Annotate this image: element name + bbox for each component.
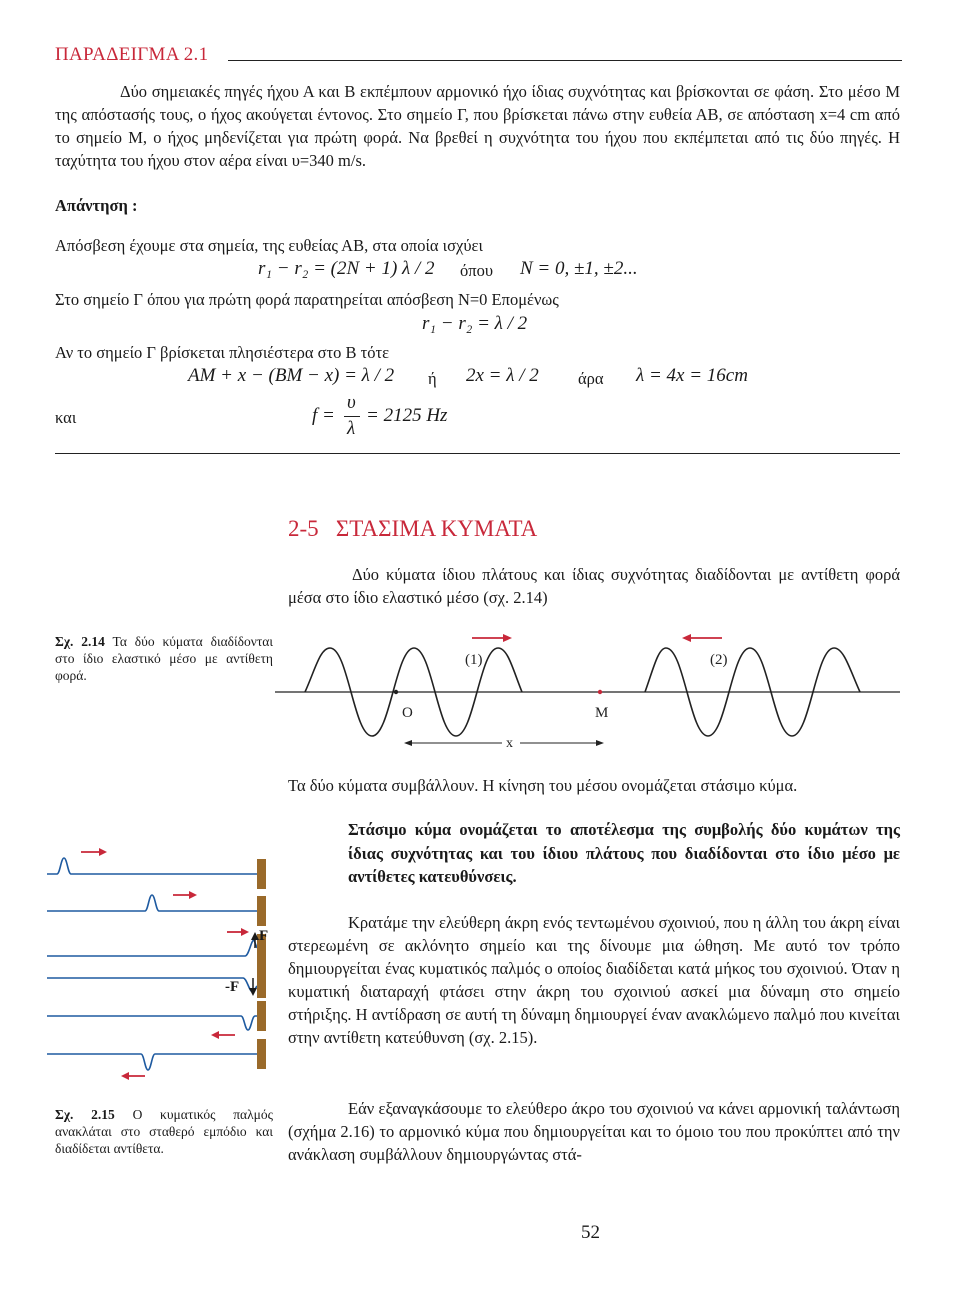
fig215-rope-3 [47, 940, 257, 956]
fig214-caption-text: Τα δύο κύματα διαδίδονται στο ίδιο ελαστικό μέσο με αντίθετη φορά. [55, 634, 274, 683]
fig215-caption [55, 1106, 273, 1157]
equation-destructive-condition: r₁ − r₂ = (2N + 1) λ / 2 [258, 258, 435, 279]
fig215-label-neg-f: -F [225, 979, 240, 995]
example-end-rule [55, 453, 900, 454]
fig215-rope-1 [47, 858, 257, 874]
equation-2x: 2x = λ / 2 [466, 365, 539, 386]
fig214-point-m [598, 690, 602, 694]
fraction-bar [344, 416, 360, 417]
answer-line-1: Απόσβεση έχουμε στα σημεία, της ευθείας ΑΒ, στα οποία ισχύει [55, 236, 483, 255]
fig214-label-m: M [595, 705, 609, 721]
fig215-wall-4 [257, 966, 266, 998]
answer-line-3: Αν το σημείο Γ βρίσκεται πλησιέστερα στο Β τότε [55, 343, 390, 362]
fig214-label-2: (2) [710, 652, 728, 668]
fig215-label-f: F [259, 928, 269, 944]
fig215-wall-6 [257, 1039, 266, 1069]
fig214-point-o [394, 690, 398, 694]
equation-wavelength: λ = 4x = 16cm [636, 365, 748, 386]
fig214-caption [55, 633, 273, 684]
harmonic-oscillation-paragraph: Εάν εξαναγκάσουμε το ελεύθερο άκρο του σχοινιού να κάνει αρμονική ταλάντωση (σχήμα 2.16) το αρμονικό κύμα που δημιουργείται και το όμοιο του που προκύπτει από την ανάκλαση συμβάλλουν δημιουργώντας στά- [288, 1099, 900, 1164]
fig215-rope-2 [47, 895, 257, 911]
fig215-rope-5 [47, 1016, 257, 1030]
fig214-label-o: O [402, 705, 413, 721]
equation-fraction-denominator: λ [347, 418, 356, 439]
answer-label: Απάντηση : [55, 196, 138, 215]
fig215-caption-number: Σχ. 2.15 [55, 1107, 115, 1122]
section-title: 2-5 ΣΤΑΣΙΜΑ ΚΥΜΑΤΑ [288, 516, 538, 541]
equation-fraction-numerator: υ [347, 392, 356, 413]
equation-frequency-result: = 2125 Hz [366, 405, 448, 426]
fig214-label-1: (1) [465, 652, 483, 668]
fig214-label-x: x [506, 736, 513, 751]
interference-statement: Τα δύο κύματα συμβάλλουν. Η κίνηση του μέσου ονομάζεται στάσιμο κύμα. [288, 776, 798, 795]
example-statement: Δύο σημειακές πηγές ήχου Α και Β εκπέμπουν αρμονικό ήχο ίδιας συχνότητας και βρίσκονται σε φάση. Στο μέσο Μ της απόστασής τους, ο ήχος ακούγεται έντονος. Στο σημείο Γ, που βρίσκεται πάνω στην ευθεία ΑΒ, σε απόσταση x=4 cm από το σημείο Μ, ο ήχος μηδενίζεται για πρώτη φορά. Να βρεθεί η συχνότητα του ήχου που εκπέμπεται από τις δύο πηγές. Η ταχύτητα του ήχου στον αέρα είναι υ=340 m/s. [55, 82, 900, 170]
equation-or-word: ή [428, 369, 437, 388]
standing-wave-definition: Στάσιμο κύμα ονομάζεται το αποτέλεσμα της συμβολής δύο κυμάτων της ίδιας συχνότητας και του ίδιου πλάτους που διαδίδονται στο ίδιο μέσο με αντίθετες κατευθύνσεις. [348, 820, 900, 886]
equation-am-bm: AM + x − (BM − x) = λ / 2 [188, 365, 395, 386]
fig215-wall-5 [257, 1001, 266, 1031]
fig215-caption-text: Ο κυματικός παλμός ανακλάται στο σταθερό εμπόδιο και διαδίδεται αντίθετα. [55, 1107, 274, 1156]
fig215-rope-6 [47, 1054, 257, 1070]
and-word: και [55, 408, 77, 427]
equation-n-values: N = 0, ±1, ±2... [520, 258, 638, 279]
example-title: ΠΑΡΑΔΕΙΓΜΑ 2.1 [55, 44, 209, 65]
equation-first-minimum: r₁ − r₂ = λ / 2 [422, 313, 528, 334]
fig214-two-waves-diagram [270, 626, 910, 756]
equation-therefore-word: άρα [578, 369, 604, 388]
fig215-wall-1 [257, 859, 266, 889]
equation-where-word: όπου [460, 261, 493, 280]
fig215-wall-2 [257, 896, 266, 926]
equation-f-label: f = [312, 405, 335, 426]
page-number: 52 [581, 1222, 600, 1243]
example-title-rule [228, 60, 902, 61]
fig215-pulse-reflection-diagram [45, 840, 275, 1085]
section-intro: Δύο κύματα ίδιου πλάτους και ίδιας συχνότητας διαδίδονται με αντίθετη φορά μέσα στο ίδιο ελαστικό μέσο (σχ. 2.14) [288, 565, 900, 607]
rope-pulse-paragraph: Κρατάμε την ελεύθερη άκρη ενός τεντωμένου σχοινιού, που η άλλη του άκρη είναι στερεωμένη σε ακλόνητο σημείο και της δίνουμε μια ώθηση. Με αυτό τον τρόπο δημιουργείται ένας κυματικός παλμός ο οποίος διαδίδεται κατά μήκος του σχοινιού. Όταν η κυματική διαταραχή φτάσει στην άκρη του σχοινιού ασκεί μια δύναμη στο σημείο στήριξης. Η αντίδραση σε αυτή τη δύναμη δημιουργεί έναν ανακλώμενο παλμό που κινείται στην αντίθετη κατεύθυνση (σχ. 2.15). [288, 913, 900, 1047]
fig214-caption-number: Σχ. 2.14 [55, 634, 105, 649]
answer-line-2: Στο σημείο Γ όπου για πρώτη φορά παρατηρείται απόσβεση N=0 Επομένως [55, 290, 559, 309]
